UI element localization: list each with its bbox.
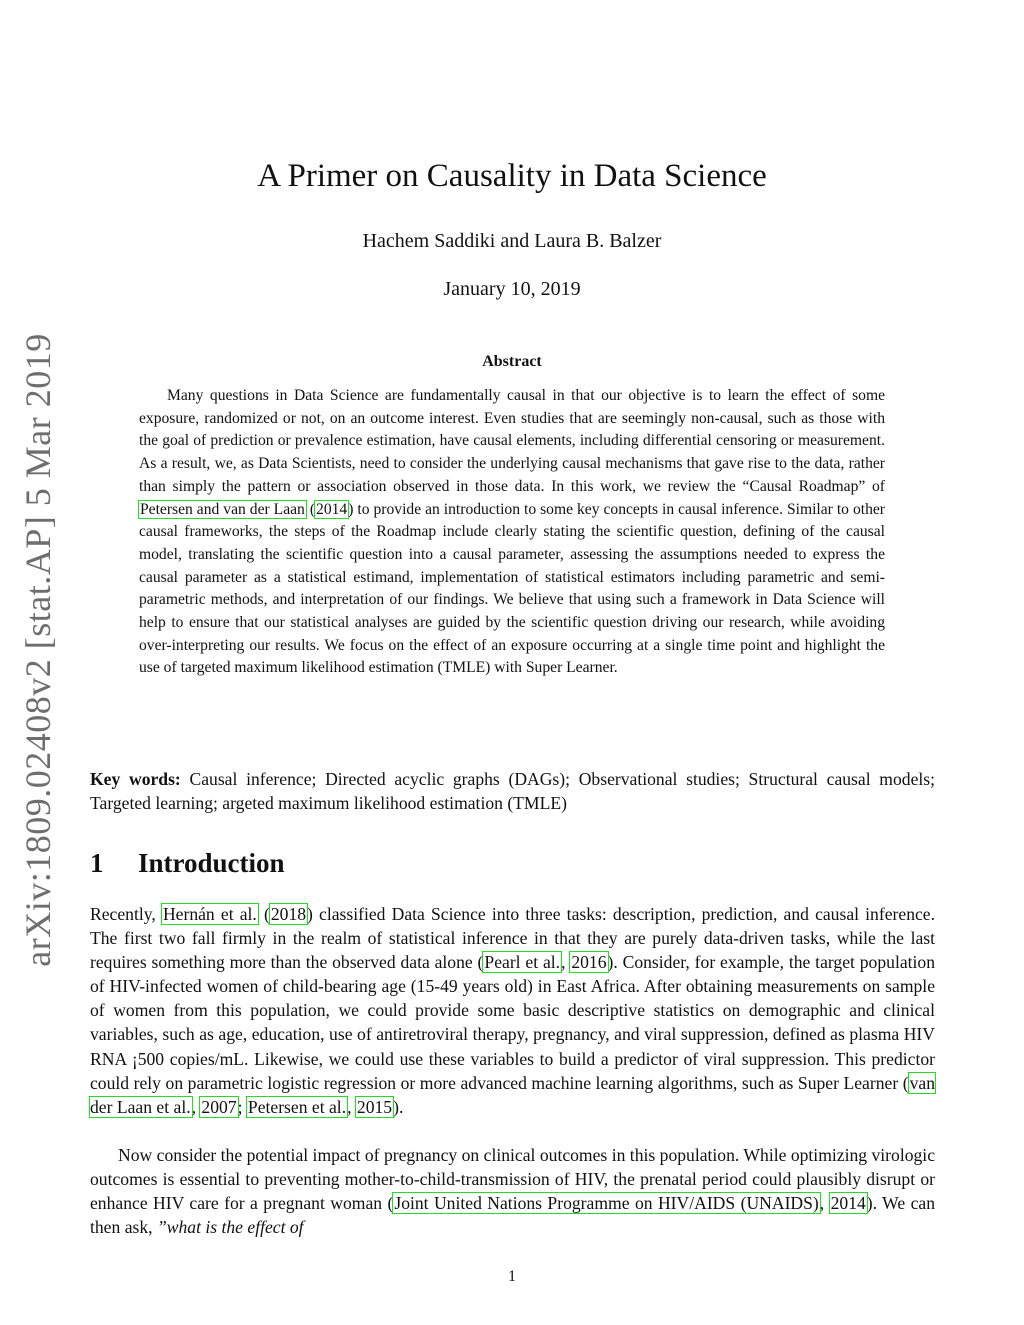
body-text: ). We can then ask, <box>90 1193 935 1238</box>
section-heading <box>90 848 285 879</box>
page-number: 1 <box>508 1268 516 1285</box>
abstract-text: to provide an introduction to some key concepts in causal inference. Similar to other causal frameworks, the steps of the Roadmap include clearly stating the scientific question, defining of the causal model, translating the scientific question into a causal parameter, assessing the assumptions needed to express the causal parameter as a statistical estimand, implementation of statistical estimators including parametric and semi-parametric methods, and interpretation of our findings. We believe that using such a framework in Data Science will help to ensure that our statistical analyses are guided by the scientific question driving our research, while avoiding over-interpreting our results. We focus on the effect of an exposure occurring at a single time point and highlight the use of targeted maximum likelihood estimation (TMLE) with Super Learner. <box>139 500 885 677</box>
body-text: Now consider the potential impact of pregnancy on clinical outcomes in this population. While optimizing virologic outcomes is essential to preventing mother-to-child-transmission of HIV, the prenatal period could plausibly disrupt or enhance HIV care for a pregnant woman ( <box>90 1145 935 1214</box>
body-text: ; <box>237 1096 247 1117</box>
citation-link[interactable]: 2014 <box>316 500 348 518</box>
citation-link[interactable]: 2007 <box>201 1096 237 1117</box>
citation-link[interactable]: 2018 <box>270 904 307 924</box>
body-text: , <box>819 1193 830 1214</box>
citation-link[interactable]: 2016 <box>571 952 607 973</box>
citation-link[interactable]: 2014 <box>830 1193 866 1214</box>
paper-authors: Hachem Saddiki and Laura B. Balzer <box>362 230 662 252</box>
body-text: Recently, <box>90 904 162 924</box>
intro-paragraph-1 <box>90 902 935 1119</box>
section-title: Introduction <box>138 848 285 878</box>
citation-link[interactable]: 2015 <box>356 1096 393 1117</box>
abstract-text: ) <box>348 500 354 518</box>
abstract-heading: Abstract <box>482 353 542 370</box>
body-text: ). <box>393 1096 404 1117</box>
keywords <box>90 767 935 815</box>
citation-link[interactable]: Joint United Nations Programme on HIV/AIDS (UNAIDS) <box>394 1193 819 1214</box>
citation-link[interactable]: Petersen et al. <box>247 1096 347 1117</box>
citation-link[interactable]: Hernán et al. <box>162 904 257 924</box>
body-text: ( <box>257 904 270 924</box>
paper-title: A Primer on Causality in Data Science <box>257 158 767 194</box>
abstract-body <box>139 385 885 680</box>
citation-link[interactable]: van der Laan et al. <box>90 1072 935 1117</box>
body-text: , <box>191 1096 201 1117</box>
citation-link[interactable]: Petersen and van der Laan <box>140 500 305 518</box>
body-text: , <box>347 1096 356 1117</box>
keywords-label: Key words: <box>90 769 181 789</box>
section-number: 1 <box>90 848 104 878</box>
abstract-text: Many questions in Data Science are fundamentally causal in that our objective is to learn the effect of some exposure, randomized or not, on an outcome interest. Even studies that are seemingly non-causal, such as those with the goal of prediction or prevalence estimation, have causal elements, including differential censoring or measurement. As a result, we, as Data Scientists, need to consider the underlying causal mechanisms that gave rise to the data, rather than simply the pattern or association observed in those data. In this work, we review the “Causal Roadmap” of <box>139 387 885 495</box>
citation-link[interactable]: Pearl et al. <box>484 952 561 973</box>
abstract-text: ( <box>305 500 316 518</box>
body-text: ). Consider, for example, the target population of HIV-infected women of child-bearing age (15-49 years old) in East Africa. After obtaining measurements on sample of women from this population, we could provide some basic descriptive statistics on demographic and clinical variables, such as age, education, use of antiretroviral therapy, pregnancy, and viral suppression, defined as plasma HIV RNA ¡500 copies/mL. Likewise, we could use these variables to build a predictor of viral suppression. This predictor could rely on parametric logistic regression or more advanced machine learning algorithms, such as Super Learner ( <box>90 952 936 1093</box>
body-text: ) classified Data Science into three tasks: description, prediction, and causal inference. The first two fall firmly in the realm of statistical inference in that they are purely data-driven tasks, while the last requires something more than the observed data alone ( <box>90 904 936 973</box>
italic-question: ”what is the effect of <box>156 1217 304 1238</box>
keywords-text: Causal inference; Directed acyclic graphs (DAGs); Observational studies; Structural causal models; Targeted learning; argeted maximum likelihood estimation (TMLE) <box>90 769 935 813</box>
intro-paragraph-2 <box>90 1143 935 1239</box>
arxiv-stamp[interactable]: arXiv:1809.02408v2 [stat.AP] 5 Mar 2019 <box>18 333 58 967</box>
body-text: , <box>561 952 571 973</box>
paper-date: January 10, 2019 <box>443 278 581 300</box>
